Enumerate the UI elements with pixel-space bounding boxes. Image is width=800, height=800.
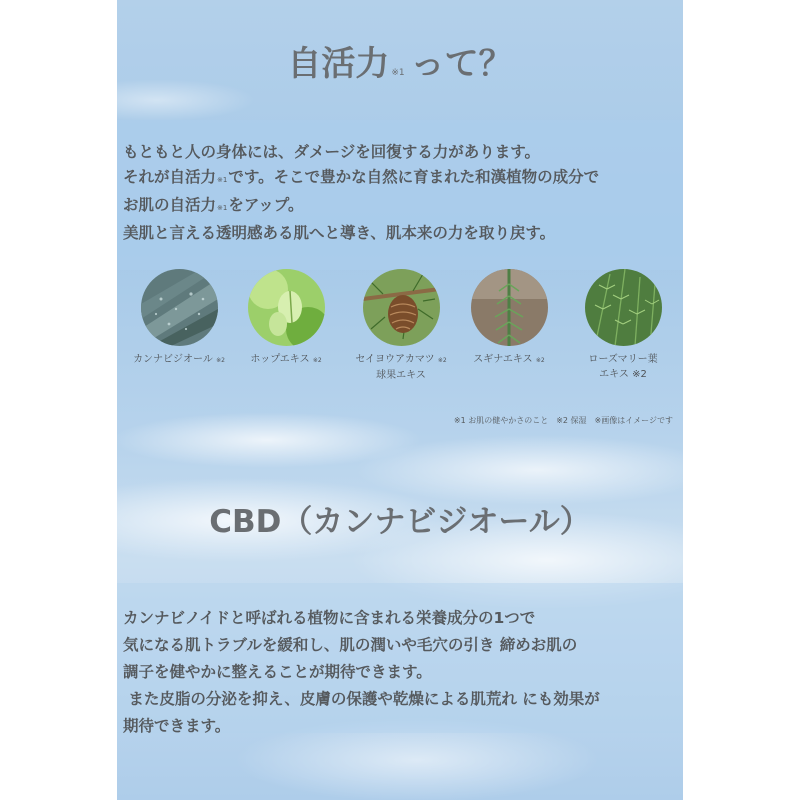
- intro-line: それが自活力※1です。そこで豊かな自然に育まれた和漢植物の成分で: [123, 168, 600, 186]
- pine-cone-image: [363, 269, 440, 346]
- herb-label: カンナビジオール ※2: [133, 354, 225, 365]
- hop-image: [248, 269, 325, 346]
- herb-label: スギナエキス ※2: [473, 354, 545, 365]
- herb-label: ローズマリー葉 エキス ※2: [588, 354, 658, 380]
- cbd-line: 調子を健やかに整えることが期待できます。: [123, 663, 432, 681]
- section-title-cbd: CBD（カンナビジオール）: [209, 504, 591, 540]
- herb-hop: [236, 269, 336, 368]
- horsetail-image: [471, 269, 548, 346]
- page: [117, 0, 683, 800]
- herb-cannabidiol: [129, 269, 229, 368]
- herb-label: ホップエキス ※2: [250, 354, 322, 365]
- herb-horsetail: [459, 269, 559, 368]
- title-suffix: って？: [410, 44, 513, 84]
- cbd-line: 気になる肌トラブルを緩和し、肌の潤いや毛穴の引き 締めお肌の: [123, 636, 578, 654]
- title-note-mark: ※1: [391, 68, 405, 78]
- herb-label: セイヨウアカマツ ※2 球果エキス: [355, 354, 447, 381]
- cbd-paragraph: [123, 605, 679, 740]
- cbd-line: また皮脂の分泌を抑え、皮膚の保護や乾燥による肌荒れ にも効果が: [123, 690, 600, 708]
- rosemary-image: [585, 269, 662, 346]
- intro-paragraph: [123, 140, 679, 246]
- title-text: 自活力: [287, 44, 390, 84]
- cannabis-leaf-image: [141, 269, 218, 346]
- intro-line: 美肌と言える透明感ある肌へと導き、肌本来の力を取り戻す。: [123, 224, 556, 242]
- herb-scots-pine: [351, 269, 451, 383]
- intro-line: もともと人の身体には、ダメージを回復する力があります。: [123, 143, 540, 161]
- section-title-jikatsuryoku: [117, 36, 683, 85]
- intro-line: お肌の自活力※1をアップ。: [123, 196, 304, 214]
- herb-rosemary: [573, 269, 673, 382]
- cbd-line: カンナビノイドと呼ばれる植物に含まれる栄養成分の1つで: [123, 609, 536, 627]
- cbd-line: 期待できます。: [123, 717, 231, 735]
- footnote: ※1 お肌の健やかさのこと ※2 保湿 ※画像はイメージです: [453, 416, 673, 425]
